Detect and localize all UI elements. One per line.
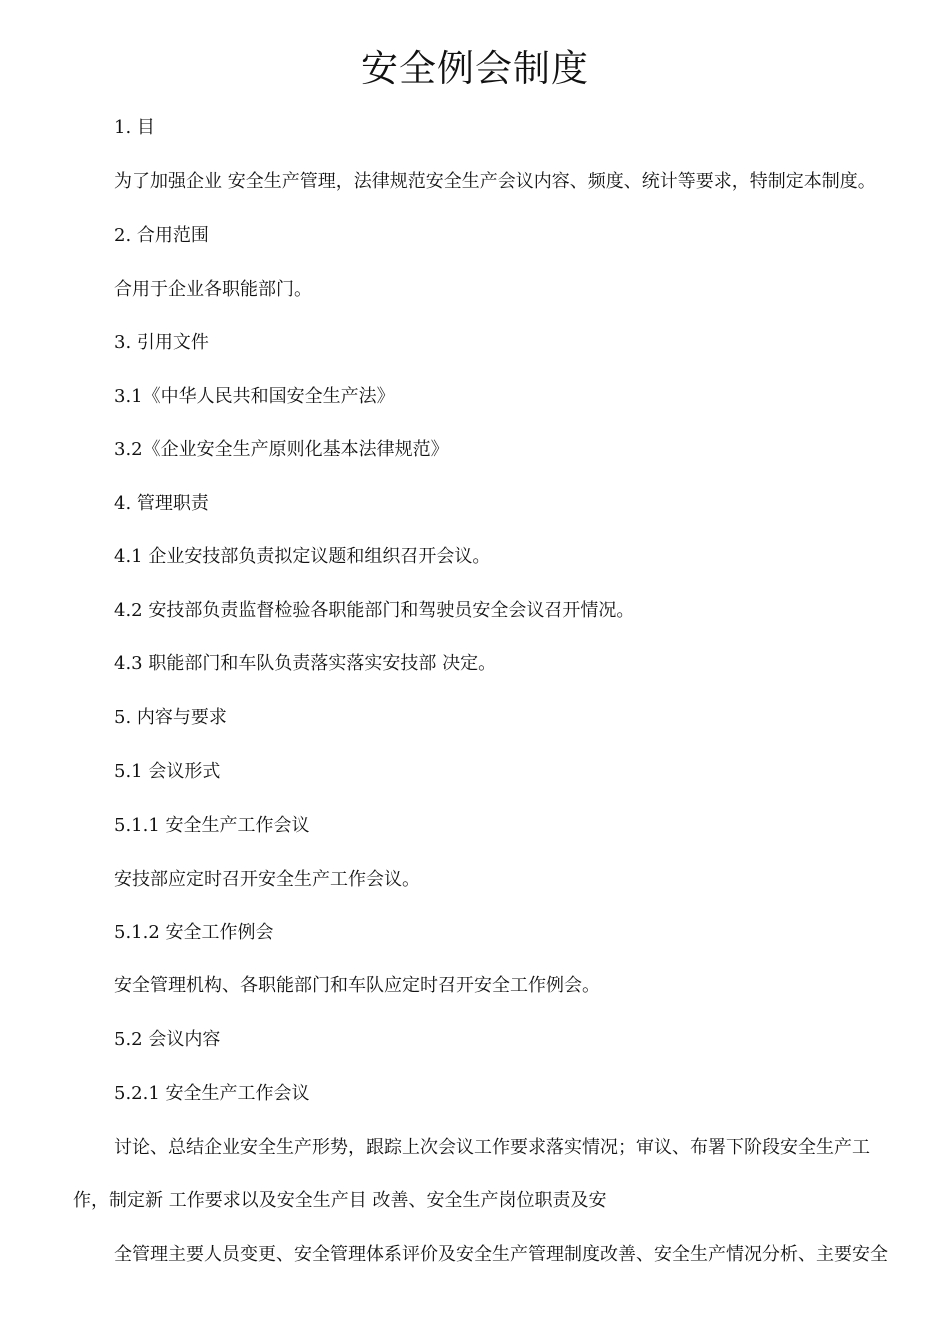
- document-title: 安全例会制度: [361, 47, 589, 90]
- subsection-heading-5-1-1: 5.1.1 安全生产工作会议: [114, 815, 310, 836]
- paragraph-scope: 合用于企业各职能部门。: [114, 279, 312, 300]
- responsibility-item-4-2: 4.2 安技部负责监督检验各职能部门和驾驶员安全会议召开情况。: [114, 600, 635, 621]
- section-heading-content: 5. 内容与要求: [114, 707, 227, 728]
- subsection-heading-5-1: 5.1 会议形式: [114, 761, 221, 782]
- section-heading-responsibilities: 4. 管理职责: [114, 493, 209, 514]
- paragraph-5-2-1-line-2: 作，制定新 工作要求以及安全生产目 改善、安全生产岗位职责及安: [73, 1190, 607, 1211]
- responsibility-item-4-3: 4.3 职能部门和车队负责落实落实安技部 决定。: [114, 653, 497, 674]
- reference-item-3-2: 3.2《企业安全生产原则化基本法律规范》: [114, 439, 449, 460]
- paragraph-5-1-2: 安全管理机构、各职能部门和车队应定时召开安全工作例会。: [114, 975, 600, 996]
- subsection-heading-5-1-2: 5.1.2 安全工作例会: [114, 922, 274, 943]
- subsection-heading-5-2: 5.2 会议内容: [114, 1029, 221, 1050]
- paragraph-5-2-1-line-1: 讨论、总结企业安全生产形势，跟踪上次会议工作要求落实情况；审议、布署下阶段安全生产工: [114, 1137, 870, 1158]
- paragraph-5-1-1: 安技部应定时召开安全生产工作会议。: [114, 869, 420, 890]
- responsibility-item-4-1: 4.1 企业安技部负责拟定议题和组织召开会议。: [114, 546, 491, 567]
- paragraph-purpose: 为了加强企业 安全生产管理，法律规范安全生产会议内容、频度、统计等要求，特制定本制度。: [114, 171, 876, 192]
- reference-item-3-1: 3.1《中华人民共和国安全生产法》: [114, 386, 395, 407]
- section-heading-references: 3. 引用文件: [114, 332, 209, 353]
- section-heading-scope: 2. 合用范围: [114, 225, 209, 246]
- section-heading-purpose: 1. 目: [114, 117, 155, 138]
- paragraph-5-2-1-line-3: 全管理主要人员变更、安全管理体系评价及安全生产管理制度改善、安全生产情况分析、主要安全: [114, 1244, 888, 1265]
- subsection-heading-5-2-1: 5.2.1 安全生产工作会议: [114, 1083, 310, 1104]
